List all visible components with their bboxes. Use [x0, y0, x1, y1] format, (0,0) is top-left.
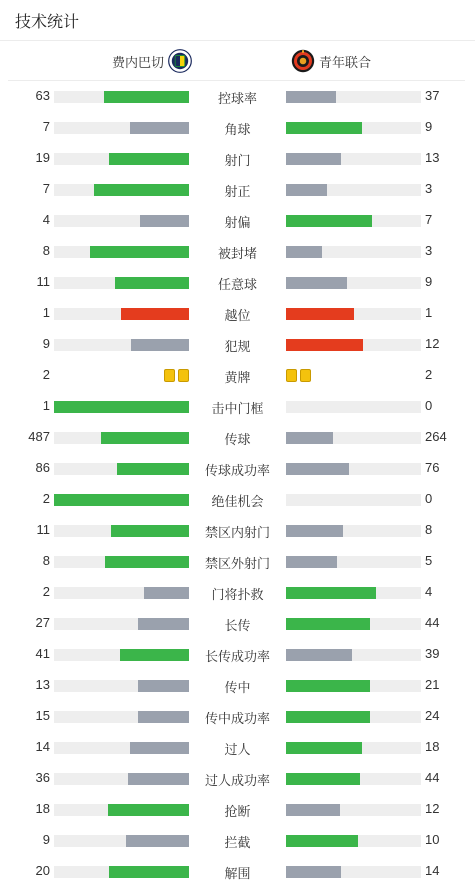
away-stat-track — [286, 804, 421, 816]
away-stat-bar — [286, 153, 341, 165]
away-stat-track — [286, 866, 421, 878]
stat-row — [0, 732, 475, 763]
stat-row — [0, 670, 475, 701]
home-stat-bar — [115, 277, 189, 289]
home-stat-value: 9 — [42, 336, 50, 351]
yellow-card-icon — [300, 369, 311, 382]
home-stat-track — [54, 618, 189, 630]
stat-label: 犯规 — [224, 339, 251, 354]
home-stat-track — [54, 494, 189, 506]
home-stat-track — [54, 742, 189, 754]
home-stat-bar — [90, 246, 189, 258]
stat-row — [0, 329, 475, 360]
away-stat-bar — [286, 525, 343, 537]
home-stat-value: 2 — [42, 491, 50, 506]
away-stat-value: 39 — [425, 646, 440, 661]
home-stat-value: 27 — [35, 615, 50, 630]
home-stat-track — [54, 866, 189, 878]
away-stat-track — [286, 525, 421, 537]
away-stat-value: 37 — [425, 88, 440, 103]
away-stat-bar — [286, 618, 370, 630]
home-stat-track — [54, 184, 189, 196]
stat-row — [0, 112, 475, 143]
away-team[interactable] — [291, 49, 371, 73]
home-stat-track — [54, 215, 189, 227]
stat-label: 击中门框 — [211, 401, 264, 416]
stat-label: 传中成功率 — [204, 711, 270, 726]
home-stat-track — [54, 556, 189, 568]
teams-header — [8, 41, 465, 81]
stat-label: 射偏 — [224, 215, 251, 230]
stat-row — [0, 639, 475, 670]
away-stat-value: 13 — [425, 150, 440, 165]
home-stat-bar — [138, 680, 189, 692]
home-stat-bar — [130, 742, 189, 754]
away-stat-bar — [286, 122, 362, 134]
away-stat-bar — [286, 742, 362, 754]
home-stat-track — [54, 153, 189, 165]
away-stat-track — [286, 122, 421, 134]
away-stat-bar — [286, 308, 354, 320]
away-stat-bar — [286, 587, 376, 599]
away-stat-value: 3 — [425, 243, 433, 258]
away-stat-value: 24 — [425, 708, 440, 723]
away-stat-value: 9 — [425, 274, 433, 289]
home-stat-track — [54, 339, 189, 351]
stat-label: 传球 — [224, 432, 251, 447]
home-stat-track — [54, 804, 189, 816]
away-stat-track — [286, 742, 421, 754]
yellow-card-icon — [164, 369, 175, 382]
away-stat-track — [286, 246, 421, 258]
home-stat-track — [54, 308, 189, 320]
away-stat-bar — [286, 339, 363, 351]
away-stat-value: 0 — [425, 398, 433, 413]
away-stat-track — [286, 494, 421, 506]
stat-label: 长传成功率 — [204, 649, 270, 664]
stat-row — [0, 360, 475, 391]
home-stat-bar — [131, 339, 189, 351]
home-stat-track — [54, 649, 189, 661]
home-stat-value: 8 — [42, 243, 50, 258]
stat-label: 拦截 — [224, 835, 251, 850]
away-stat-value: 0 — [425, 491, 433, 506]
home-stat-track — [54, 277, 189, 289]
stat-label: 传中 — [224, 680, 251, 695]
stat-row — [0, 608, 475, 639]
home-stat-value: 8 — [42, 553, 50, 568]
home-stat-value: 41 — [35, 646, 50, 661]
away-stat-bar — [286, 773, 360, 785]
away-stat-value: 8 — [425, 522, 433, 537]
away-stat-value: 264 — [425, 429, 447, 444]
away-stat-value: 44 — [425, 770, 440, 785]
home-stat-value: 36 — [35, 770, 50, 785]
away-stat-value: 18 — [425, 739, 440, 754]
stat-label: 禁区外射门 — [204, 556, 270, 571]
away-stat-track — [286, 184, 421, 196]
home-stat-value: 2 — [42, 584, 50, 599]
stat-label: 越位 — [224, 308, 251, 323]
away-stat-track — [286, 91, 421, 103]
away-stat-track — [286, 339, 421, 351]
yellow-card-icon — [178, 369, 189, 382]
stat-label: 解围 — [224, 866, 251, 881]
stat-row — [0, 515, 475, 546]
away-stat-bar — [286, 835, 358, 847]
home-stat-bar — [138, 711, 189, 723]
away-stat-value: 10 — [425, 832, 440, 847]
home-stat-track — [54, 401, 189, 413]
stat-row — [0, 81, 475, 112]
away-stat-track — [286, 556, 421, 568]
home-team[interactable] — [112, 49, 192, 73]
stat-row — [0, 391, 475, 422]
home-stat-track — [54, 587, 189, 599]
stat-row — [0, 453, 475, 484]
stat-label: 角球 — [224, 122, 251, 137]
stat-label: 任意球 — [217, 277, 257, 292]
away-stat-value: 1 — [425, 305, 433, 320]
stat-row — [0, 825, 475, 856]
away-stat-track — [286, 711, 421, 723]
away-stat-track — [286, 618, 421, 630]
home-stat-bar — [94, 184, 189, 196]
home-stat-value: 11 — [36, 274, 50, 289]
stat-label: 控球率 — [217, 91, 257, 106]
home-stat-track — [54, 525, 189, 537]
away-stat-value: 5 — [425, 553, 433, 568]
away-stat-value: 7 — [425, 212, 433, 227]
stat-row — [0, 205, 475, 236]
home-stat-track — [54, 463, 189, 475]
away-stat-bar — [286, 277, 347, 289]
stat-row — [0, 701, 475, 732]
away-stat-bar — [286, 680, 370, 692]
yellow-card-icon — [286, 369, 297, 382]
home-stat-value: 7 — [42, 119, 50, 134]
stat-row — [0, 143, 475, 174]
home-stat-bar — [105, 556, 189, 568]
away-stat-value: 2 — [425, 367, 433, 382]
home-stat-bar — [104, 91, 189, 103]
stat-label: 传球成功率 — [204, 463, 270, 478]
away-stat-value: 4 — [425, 584, 433, 599]
stat-row — [0, 763, 475, 794]
stat-row — [0, 267, 475, 298]
away-stat-bar — [286, 649, 352, 661]
stats-list — [0, 81, 475, 887]
young-boys-crest-icon — [291, 49, 315, 73]
away-stat-bar — [286, 711, 370, 723]
home-stat-value: 13 — [35, 677, 50, 692]
away-stat-track — [286, 215, 421, 227]
home-stat-track — [54, 91, 189, 103]
away-stat-bar — [286, 215, 372, 227]
home-stat-bar — [109, 866, 189, 878]
away-stat-track — [286, 463, 421, 475]
away-stat-value: 12 — [425, 336, 440, 351]
home-stat-track — [54, 432, 189, 444]
home-stat-value: 14 — [35, 739, 50, 754]
away-stat-bar — [286, 556, 337, 568]
stat-row — [0, 422, 475, 453]
home-stat-bar — [126, 835, 189, 847]
home-stat-bar — [54, 494, 189, 506]
header — [0, 0, 475, 41]
home-stat-track — [54, 680, 189, 692]
home-stat-track — [54, 122, 189, 134]
home-stat-value: 9 — [42, 832, 50, 847]
away-stat-track — [286, 835, 421, 847]
home-team-name: 费内巴切 — [111, 54, 164, 70]
stat-row — [0, 577, 475, 608]
away-stat-bar — [286, 184, 327, 196]
away-stat-bar — [286, 463, 349, 475]
away-stat-value: 44 — [425, 615, 440, 630]
home-stat-value: 11 — [36, 522, 50, 537]
home-stat-bar — [111, 525, 189, 537]
home-stat-value: 487 — [28, 429, 50, 444]
away-stat-value: 9 — [425, 119, 433, 134]
stat-label: 射正 — [224, 184, 251, 199]
home-stat-value: 86 — [35, 460, 50, 475]
stat-row — [0, 546, 475, 577]
home-stat-value: 63 — [35, 88, 50, 103]
away-team-name: 青年联合 — [319, 54, 372, 70]
home-stat-value: 2 — [42, 367, 50, 382]
stat-row — [0, 298, 475, 329]
away-stat-track — [286, 773, 421, 785]
stat-row — [0, 794, 475, 825]
stat-label: 黄牌 — [224, 370, 251, 385]
home-stat-bar — [54, 401, 189, 413]
home-stat-bar — [101, 432, 189, 444]
away-stat-value: 76 — [425, 460, 440, 475]
away-stat-value: 3 — [425, 181, 433, 196]
home-stat-bar — [140, 215, 189, 227]
stat-label: 绝佳机会 — [211, 494, 264, 509]
home-stat-value: 19 — [35, 150, 50, 165]
stat-label: 射门 — [224, 153, 251, 168]
home-stat-bar — [138, 618, 189, 630]
stat-label: 禁区内射门 — [204, 525, 270, 540]
home-stat-bar — [144, 587, 189, 599]
stat-row — [0, 484, 475, 515]
away-yellow-cards — [286, 369, 311, 382]
stat-label: 长传 — [224, 618, 251, 633]
home-stat-bar — [121, 308, 189, 320]
away-stat-value: 21 — [425, 677, 440, 692]
stat-label: 过人 — [224, 742, 251, 757]
home-stat-value: 18 — [35, 801, 50, 816]
home-stat-bar — [109, 153, 189, 165]
stat-label: 被封堵 — [217, 246, 257, 261]
away-stat-track — [286, 587, 421, 599]
home-stat-value: 4 — [42, 212, 50, 227]
home-stat-bar — [108, 804, 189, 816]
away-stat-track — [286, 153, 421, 165]
home-stat-value: 7 — [42, 181, 50, 196]
away-stat-track — [286, 649, 421, 661]
fenerbahce-crest-icon — [168, 49, 192, 73]
stat-row — [0, 236, 475, 267]
away-stat-bar — [286, 432, 333, 444]
away-stat-track — [286, 308, 421, 320]
away-stat-track — [286, 401, 421, 413]
home-stat-bar — [117, 463, 189, 475]
home-yellow-cards — [164, 369, 189, 382]
home-stat-track — [54, 711, 189, 723]
away-stat-value: 14 — [425, 863, 440, 878]
home-stat-bar — [128, 773, 189, 785]
stat-label: 过人成功率 — [204, 773, 270, 788]
home-stat-value: 15 — [35, 708, 50, 723]
stat-label: 门将扑救 — [211, 587, 264, 602]
home-stat-value: 1 — [42, 305, 50, 320]
stat-label: 抢断 — [224, 804, 251, 819]
home-stat-track — [54, 835, 189, 847]
home-stat-track — [54, 773, 189, 785]
home-stat-value: 1 — [42, 398, 50, 413]
away-stat-track — [286, 277, 421, 289]
away-stat-bar — [286, 804, 340, 816]
away-stat-bar — [286, 866, 341, 878]
away-stat-track — [286, 680, 421, 692]
stat-row — [0, 856, 475, 887]
away-stat-value: 12 — [425, 801, 440, 816]
page-title: 技术统计 — [15, 13, 80, 31]
away-stat-bar — [286, 91, 336, 103]
home-stat-track — [54, 246, 189, 258]
home-stat-bar — [120, 649, 189, 661]
stat-row — [0, 174, 475, 205]
away-stat-track — [286, 432, 421, 444]
home-stat-bar — [130, 122, 189, 134]
away-stat-bar — [286, 246, 322, 258]
home-stat-value: 20 — [35, 863, 50, 878]
